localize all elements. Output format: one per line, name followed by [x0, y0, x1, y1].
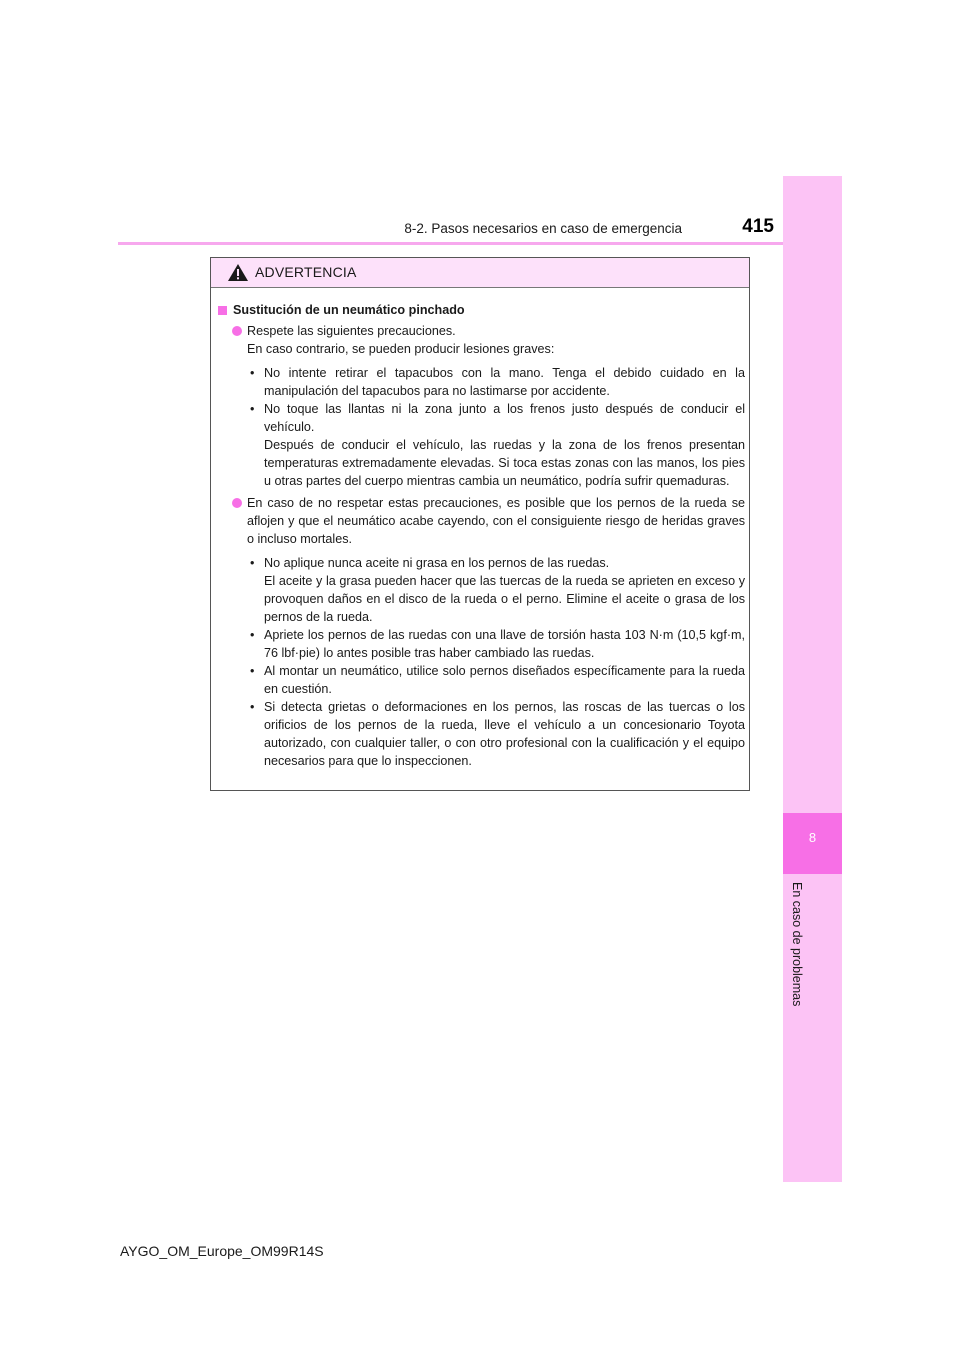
- sub-bullet: •: [250, 628, 255, 642]
- sub-bullet: •: [250, 402, 255, 416]
- section-title: 8-2. Pasos necesarios en caso de emergencia: [404, 221, 682, 236]
- sub-list-item: [250, 554, 745, 626]
- chapter-number: 8: [808, 830, 817, 845]
- sub-bullet: •: [250, 700, 255, 714]
- sub-bullet: •: [250, 556, 255, 570]
- sub-list-item: [250, 662, 745, 698]
- sub-item-text: Al montar un neumático, utilice solo pernos diseñados específicamente para la rueda en cuestión.: [264, 664, 745, 696]
- sub-item-text: Si detecta grietas o deformaciones en los pernos, las roscas de las tuercas o los orificios de los pernos de la rueda, lleve el vehículo a un concesionario Toyota autorizado, con cualquier taller, o con otro profesional con la cualificación y el equipo necesarios para que lo inspeccionen.: [264, 700, 745, 768]
- list-item: [218, 494, 745, 548]
- sub-list-item: [250, 364, 745, 400]
- sub-item-text: Después de conducir el vehículo, las ruedas y la zona de los frenos presentan temperaturas extremadamente elevadas. Si toca estas zonas con las manos, los pies u otras partes del cuerpo mientras cambia un neumático, podría sufrir quemaduras.: [264, 438, 745, 488]
- sub-list: [250, 364, 745, 490]
- sub-list-item: [250, 626, 745, 662]
- warning-header: [211, 258, 749, 288]
- sub-list: [250, 554, 745, 770]
- sub-bullet: •: [250, 366, 255, 380]
- item-text: Respete las siguientes precauciones.: [247, 324, 456, 338]
- chapter-label: En caso de problemas: [790, 882, 804, 1007]
- sub-item-text: Apriete los pernos de las ruedas con una llave de torsión hasta 103 N·m (10,5 kgf·m, 76 lbf·pie) lo antes posible tras haber cambiado las ruedas.: [264, 628, 745, 660]
- item-text: En caso contrario, se pueden producir lesiones graves:: [247, 342, 555, 356]
- sub-bullet: •: [250, 664, 255, 678]
- sub-item-text: El aceite y la grasa pueden hacer que las tuercas de la rueda se aprieten en exceso y provoquen daños en el disco de la rueda o el perno. Elimine el aceite o grasa de los pernos de la rueda.: [264, 574, 745, 624]
- document-code: AYGO_OM_Europe_OM99R14S: [120, 1243, 324, 1259]
- header-divider: [118, 242, 842, 245]
- warning-heading: [218, 301, 745, 319]
- sub-item-text: No aplique nunca aceite ni grasa en los pernos de las ruedas.: [264, 556, 610, 570]
- bullet-dot-icon: [232, 498, 242, 508]
- square-bullet-icon: [218, 306, 227, 315]
- list-item: [218, 322, 745, 358]
- warning-triangle-icon: [227, 263, 249, 282]
- item-text: En caso de no respetar estas precauciones, es posible que los pernos de la rueda se aflojen y que el neumático acabe cayendo, con el consiguiente riesgo de heridas graves o incluso mortales.: [247, 496, 745, 546]
- warning-heading-text: Sustitución de un neumático pinchado: [233, 303, 465, 317]
- page-number: 415: [742, 216, 774, 237]
- sub-item-text: No toque las llantas ni la zona junto a los frenos justo después de conducir el vehículo.: [264, 402, 745, 434]
- sub-list-item: [250, 698, 745, 770]
- warning-title: ADVERTENCIA: [255, 264, 357, 280]
- warning-body: [218, 301, 745, 774]
- sub-list-item: [250, 400, 745, 490]
- bullet-dot-icon: [232, 326, 242, 336]
- sub-item-text: No intente retirar el tapacubos con la mano. Tenga el debido cuidado en la manipulación del tapacubos para no lastimarse por accidente.: [264, 366, 745, 398]
- warning-box: [210, 257, 750, 791]
